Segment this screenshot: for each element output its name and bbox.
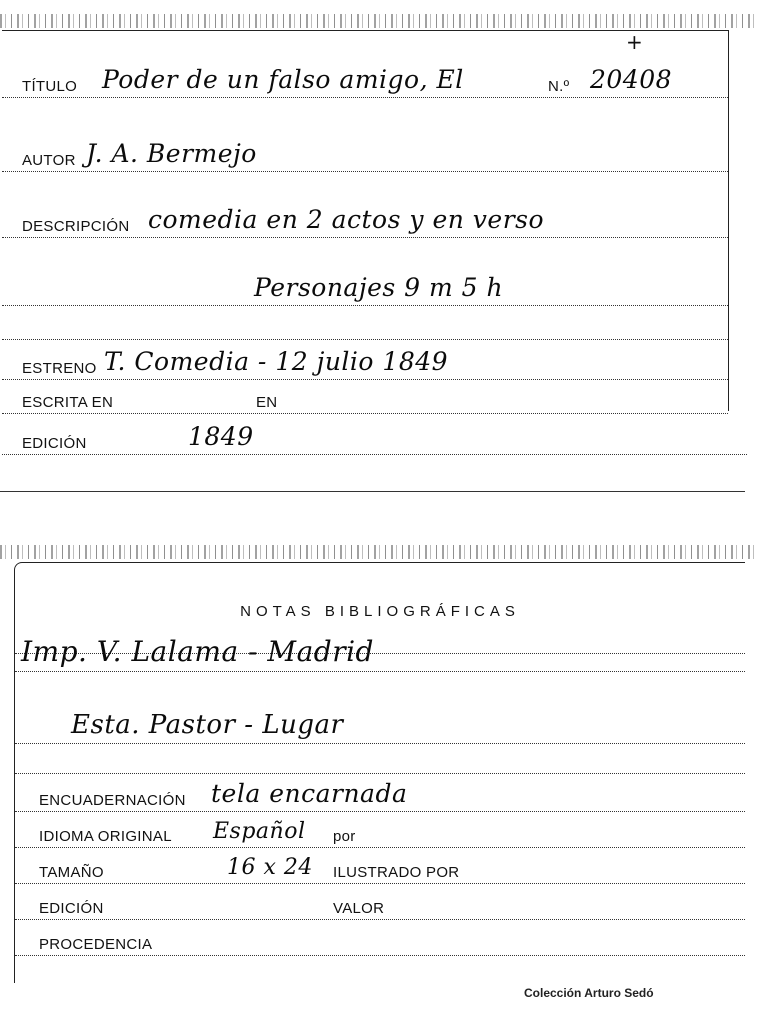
plus-mark: + [626,30,643,54]
edicion-value: 1849 [188,422,254,451]
tamano-label: TAMAÑO [39,864,104,881]
collection-credit: Colección Arturo Sedó [524,986,654,1000]
catalog-card-bottom [14,562,745,983]
procedencia-row [15,919,745,956]
tamano-value: 16 x 24 [227,855,313,880]
edicion2-label: EDICIÓN [39,900,104,917]
en-label: EN [256,394,278,411]
ilustrado-label: ILUSTRADO POR [333,864,460,881]
blank-row [2,309,728,340]
idioma-row [15,811,745,848]
note-row-1 [15,631,745,672]
catalog-card-top [2,30,729,411]
personajes-value: Personajes 9 m 5 h [254,273,504,302]
titulo-label: TÍTULO [22,78,78,95]
titulo-row [2,61,728,98]
notes-title: NOTAS BIBLIOGRÁFICAS [240,603,520,620]
escrita-label: ESCRITA EN [22,394,114,411]
edicion-label: EDICIÓN [22,435,87,452]
encuadernacion-row [15,775,745,812]
por-label: por [333,828,356,845]
valor-label: VALOR [333,900,385,917]
autor-label: AUTOR [22,152,76,169]
escrita-row [2,383,728,414]
edicion2-row [15,883,745,920]
estreno-row [2,343,728,380]
scan-noise-middle [0,545,759,559]
descripcion-value: comedia en 2 actos y en verso [148,205,545,234]
estreno-label: ESTRENO [22,360,97,377]
numero-label: N.º [548,78,570,95]
descripcion-label: DESCRIPCIÓN [22,218,130,235]
encuadernacion-label: ENCUADERNACIÓN [39,792,186,809]
personajes-row [2,269,728,306]
autor-row [2,135,728,172]
tamano-row [15,847,745,884]
numero-value: 20408 [590,65,673,94]
encuadernacion-value: tela encarnada [211,779,408,808]
estreno-value: T. Comedia - 12 julio 1849 [104,347,449,376]
edicion-row [2,418,747,455]
idioma-label: IDIOMA ORIGINAL [39,828,172,845]
blank-row-2 [15,743,745,774]
note-2: Esta. Pastor - Lugar [71,710,344,740]
procedencia-label: PROCEDENCIA [39,936,153,953]
idioma-value: Español [213,819,306,844]
descripcion-row [2,201,728,238]
note-1: Imp. V. Lalama - Madrid [21,635,374,668]
note-row-2 [15,703,745,744]
titulo-value: Poder de un falso amigo, El [102,65,464,94]
autor-value: J. A. Bermejo [86,139,257,168]
card-separator [0,491,745,492]
scan-noise-top [0,14,759,28]
